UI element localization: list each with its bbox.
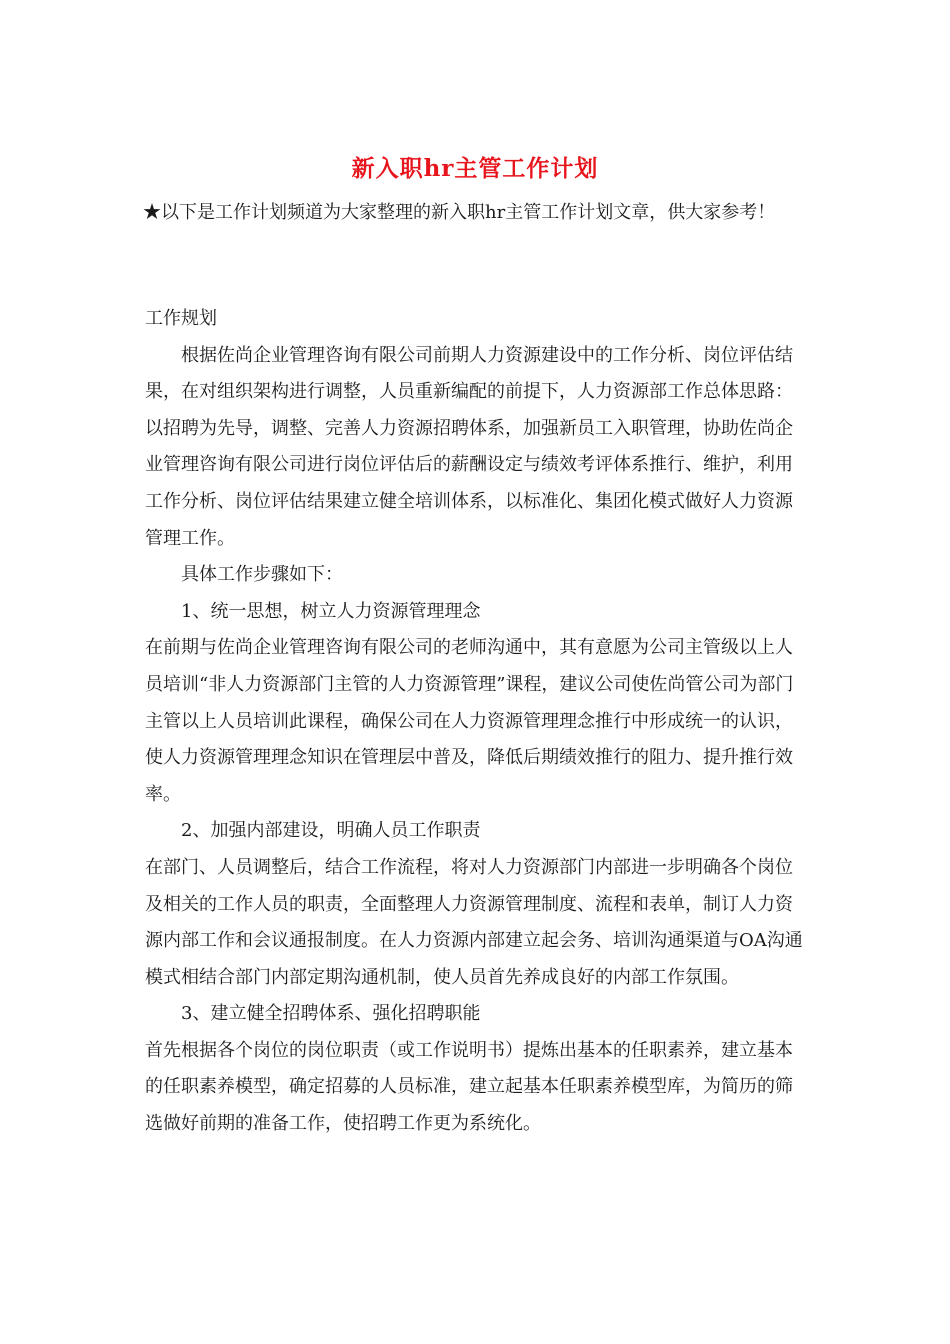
step-heading-2: 2、加强内部建设，明确人员工作职责 <box>181 820 481 842</box>
paragraph-step-2: 在部门、人员调整后，结合工作流程，将对人力资源部门内部进一步明确各个岗位及相关的工作人员的职责，全面整理人力资源管理制度、流程和表单，制订人力资源内部工作和会议通报制度。在人力资源内部建立起会务、培训沟通渠道与OA沟通模式相结合部门内部定期沟通机制，使人员首先养成良好的内部工作氛围。 <box>145 856 803 988</box>
step-heading-1: 1、统一思想，树立人力资源管理理念 <box>181 600 481 622</box>
step-heading-3: 3、建立健全招聘体系、强化招聘职能 <box>181 1003 481 1025</box>
paragraph-steps-intro: 具体工作步骤如下： <box>181 564 343 586</box>
document-title: 新入职hr主管工作计划 <box>351 155 599 182</box>
section-heading: 工作规划 <box>145 308 217 329</box>
paragraph-step-1: 在前期与佐尚企业管理咨询有限公司的老师沟通中，其有意愿为公司主管级以上人员培训“非人力资源部门主管的人力资源管理”课程，建议公司使佐尚管公司为部门主管以上人员培训此课程，确保公司在人力资源管理理念推行中形成统一的认识，使人力资源管理理念知识在管理层中普及，降低后期绩效推行的阻力、提升推行效率。 <box>145 637 794 805</box>
paragraph-step-3: 首先根据各个岗位的岗位职责（或工作说明书）提炼出基本的任职素养，建立基本的任职素养模型，确定招募的人员标准，建立起基本任职素养模型库，为简历的筛选做好前期的准备工作，使招聘工作更为系统化。 <box>145 1039 793 1135</box>
document-intro: ★以下是工作计划频道为大家整理的新入职hr主管工作计划文章，供大家参考！ <box>143 202 776 223</box>
paragraph-overview: 根据佐尚企业管理咨询有限公司前期人力资源建设中的工作分析、岗位评估结果，在对组织架构进行调整，人员重新编配的前提下，人力资源部工作总体思路：以招聘为先导，调整、完善人力资源招聘体系，加强新员工入职管理，协助佐尚企业管理咨询有限公司进行岗位评估后的薪酬设定与绩效考评体系推行、维护，利用工作分析、岗位评估结果建立健全培训体系，以标准化、集团化模式做好人力资源管理工作。 <box>145 344 793 549</box>
document-body <box>145 301 807 1143</box>
